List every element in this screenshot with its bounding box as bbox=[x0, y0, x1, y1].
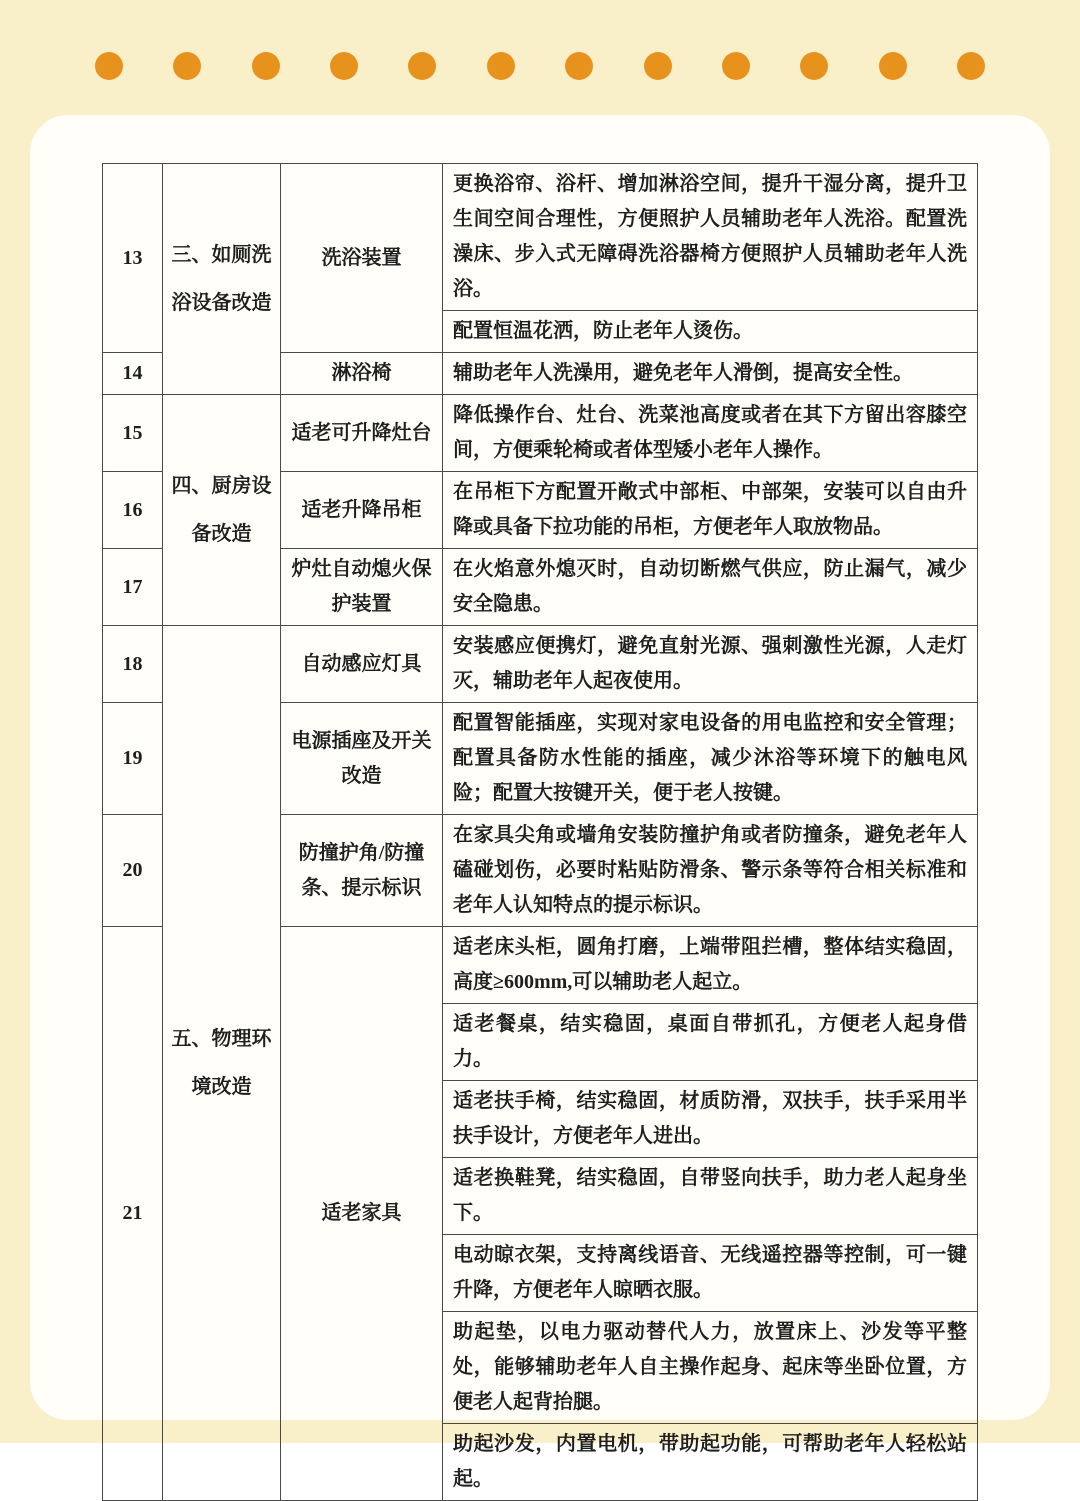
dot-icon bbox=[487, 52, 515, 80]
description-cell: 在吊柜下方配置开敞式中部柜、中部架，安装可以自由升降或具备下拉功能的吊柜，方便老年人取放物品。 bbox=[443, 472, 978, 549]
item-cell: 防撞护角/防撞条、提示标识 bbox=[281, 815, 443, 927]
dot-icon bbox=[330, 52, 358, 80]
row-number: 16 bbox=[103, 472, 163, 549]
dot-icon bbox=[565, 52, 593, 80]
description-cell: 适老床头柜，圆角打磨，上端带阻拦槽，整体结实稳固，高度≥600mm,可以辅助老人起立。 bbox=[443, 927, 978, 1004]
description-cell: 适老换鞋凳，结实稳固，自带竖向扶手，助力老人起身坐下。 bbox=[443, 1158, 978, 1235]
row-number: 20 bbox=[103, 815, 163, 927]
description-cell: 辅助老年人洗澡用，避免老年人滑倒，提高安全性。 bbox=[443, 353, 978, 395]
description-cell: 电动晾衣架，支持离线语音、无线遥控器等控制，可一键升降，方便老年人晾晒衣服。 bbox=[443, 1235, 978, 1312]
description-cell: 在家具尖角或墙角安装防撞护角或者防撞条，避免老年人磕碰划伤，必要时粘贴防滑条、警示条等符合相关标准和老年人认知特点的提示标识。 bbox=[443, 815, 978, 927]
dot-icon bbox=[722, 52, 750, 80]
dot-icon bbox=[957, 52, 985, 80]
item-cell: 适老家具 bbox=[281, 927, 443, 1501]
renovation-items-table bbox=[102, 163, 978, 1501]
dot-icon bbox=[408, 52, 436, 80]
decorative-dots-row bbox=[95, 52, 985, 80]
description-cell: 配置智能插座，实现对家电设备的用电监控和安全管理；配置具备防水性能的插座，减少沐浴等环境下的触电风险；配置大按键开关，便于老人按键。 bbox=[443, 703, 978, 815]
row-number: 17 bbox=[103, 549, 163, 626]
item-cell: 炉灶自动熄火保护装置 bbox=[281, 549, 443, 626]
description-cell: 配置恒温花洒，防止老年人烫伤。 bbox=[443, 311, 978, 353]
item-cell: 淋浴椅 bbox=[281, 353, 443, 395]
table-row-13 bbox=[103, 164, 978, 311]
content-card bbox=[30, 115, 1050, 1490]
category-cell-physical-environment: 五、物理环境改造 bbox=[163, 626, 281, 1501]
dot-icon bbox=[252, 52, 280, 80]
description-cell: 安装感应便携灯，避免直射光源、强刺激性光源，人走灯灭，辅助老年人起夜使用。 bbox=[443, 626, 978, 703]
dot-icon bbox=[879, 52, 907, 80]
row-number: 18 bbox=[103, 626, 163, 703]
description-cell: 适老扶手椅，结实稳固，材质防滑，双扶手，扶手采用半扶手设计，方便老年人进出。 bbox=[443, 1081, 978, 1158]
item-cell: 自动感应灯具 bbox=[281, 626, 443, 703]
row-number: 14 bbox=[103, 353, 163, 395]
description-cell: 适老餐桌，结实稳固，桌面自带抓孔，方便老人起身借力。 bbox=[443, 1004, 978, 1081]
row-number: 21 bbox=[103, 927, 163, 1501]
row-number: 15 bbox=[103, 395, 163, 472]
description-cell: 降低操作台、灶台、洗菜池高度或者在其下方留出容膝空间，方便乘轮椅或者体型矮小老年人操作。 bbox=[443, 395, 978, 472]
item-cell: 洗浴装置 bbox=[281, 164, 443, 353]
table-row-18 bbox=[103, 626, 978, 703]
item-cell: 适老可升降灶台 bbox=[281, 395, 443, 472]
item-cell: 电源插座及开关改造 bbox=[281, 703, 443, 815]
description-cell: 在火焰意外熄灭时，自动切断燃气供应，防止漏气，减少安全隐患。 bbox=[443, 549, 978, 626]
dot-icon bbox=[95, 52, 123, 80]
item-cell: 适老升降吊柜 bbox=[281, 472, 443, 549]
table-row-15 bbox=[103, 395, 978, 472]
dot-icon bbox=[173, 52, 201, 80]
category-cell-toilet-bath: 三、如厕洗浴设备改造 bbox=[163, 164, 281, 395]
dot-icon bbox=[800, 52, 828, 80]
description-cell: 助起垫，以电力驱动替代人力，放置床上、沙发等平整处，能够辅助老年人自主操作起身、起床等坐卧位置，方便老人起背抬腿。 bbox=[443, 1312, 978, 1424]
category-cell-kitchen: 四、厨房设备改造 bbox=[163, 395, 281, 626]
row-number: 13 bbox=[103, 164, 163, 353]
description-cell: 助起沙发，内置电机，带助起功能，可帮助老年人轻松站起。 bbox=[443, 1424, 978, 1501]
description-cell: 更换浴帘、浴杆、增加淋浴空间，提升干湿分离，提升卫生间空间合理性，方便照护人员辅助老年人洗浴。配置洗澡床、步入式无障碍洗浴器椅方便照护人员辅助老年人洗浴。 bbox=[443, 164, 978, 311]
row-number: 19 bbox=[103, 703, 163, 815]
dot-icon bbox=[644, 52, 672, 80]
